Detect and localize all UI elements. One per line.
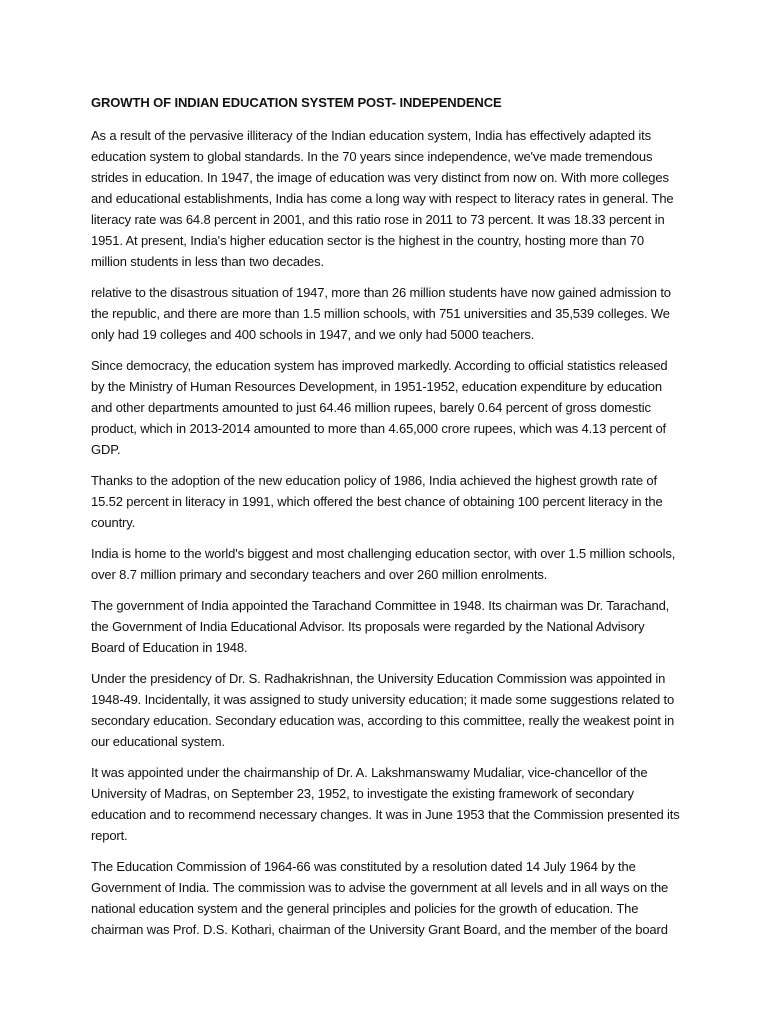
paragraph-3: Since democracy, the education system has improved markedly. According to official statistics released by the Ministry of Human Resources Development, in 1951-1952, education expenditure by education and other departments amounted to just 64.46 million rupees, barely 0.64 percent of gross domestic product, which in 2013-2014 amounted to more than 4.65,000 crore rupees, which was 4.13 percent of GDP. — [91, 358, 668, 457]
paragraph-9: The Education Commission of 1964-66 was constituted by a resolution dated 14 July 1964 by the Government of India. The commission was to advise the government at all levels and in all ways on the national education system and the general principles and policies for the growth of education. The chairman was Prof. D.S. Kothari, chairman of the University Grant Board, and the member of the board — [91, 859, 669, 937]
paragraph-6: The government of India appointed the Tarachand Committee in 1948. Its chairman was Dr. Tarachand, the Government of India Educational Advisor. Its proposals were regarded by the National Advisory Board of Education in 1948. — [91, 598, 670, 655]
paragraph-1: As a result of the pervasive illiteracy of the Indian education system, India has effectively adapted its education system to global standards. In the 70 years since independence, we've made tremendous strides in education. In 1947, the image of education was very distinct from now on. With more colleges and educational establishments, India has come a long way with respect to literacy rates in general. The literacy rate was 64.8 percent in 2001, and this ratio rose in 2011 to 73 percent. It was 18.33 percent in 1951. At present, India's higher education sector is the highest in the country, hosting more than 70 million students in less than two decades. — [91, 128, 674, 269]
paragraph-8: It was appointed under the chairmanship of Dr. A. Lakshmanswamy Mudaliar, vice-chancellor of the University of Madras, on September 23, 1952, to investigate the existing framework of secondary education and to recommend necessary changes. It was in June 1953 that the Commission presented its report. — [91, 765, 680, 843]
paragraph-5: India is home to the world's biggest and most challenging education sector, with over 1.5 million schools, over 8.7 million primary and secondary teachers and over 260 million enrolments. — [91, 546, 676, 582]
paragraph-4: Thanks to the adoption of the new education policy of 1986, India achieved the highest growth rate of 15.52 percent in literacy in 1991, which offered the best chance of obtaining 100 percent literacy in the country. — [91, 473, 663, 530]
document-content — [91, 94, 681, 950]
paragraph-7: Under the presidency of Dr. S. Radhakrishnan, the University Education Commission was appointed in 1948-49. Incidentally, it was assigned to study university education; it made some suggestions related to secondary education. Secondary education was, according to this committee, really the weakest point in our educational system. — [91, 671, 675, 749]
paragraph-2: relative to the disastrous situation of 1947, more than 26 million students have now gained admission to the republic, and there are more than 1.5 million schools, with 751 universities and 35,539 colleges. We only had 19 colleges and 400 schools in 1947, and we only had 5000 teachers. — [91, 285, 671, 342]
document-title: GROWTH OF INDIAN EDUCATION SYSTEM POST- INDEPENDENCE — [91, 95, 502, 110]
